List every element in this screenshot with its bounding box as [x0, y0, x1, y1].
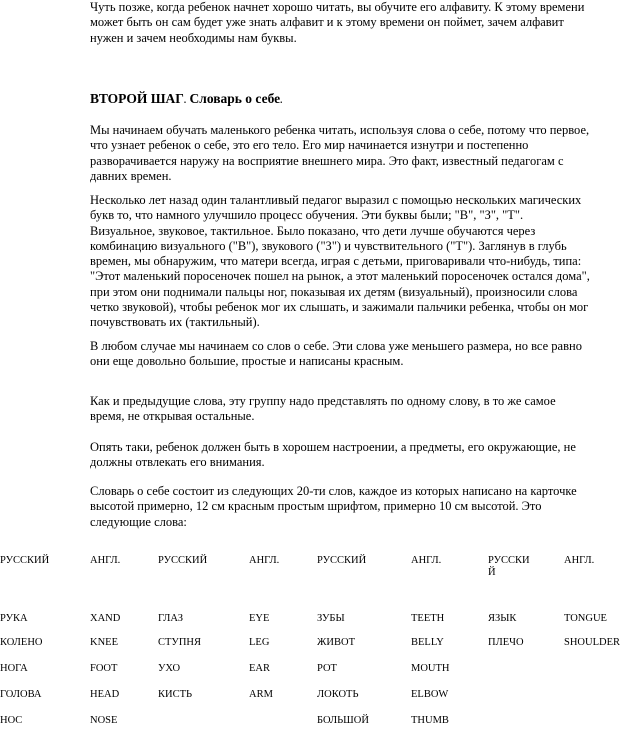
header-text-wrap: Й	[488, 567, 496, 578]
table-header-cell: РУССКИЙ	[158, 555, 208, 566]
table-cell: НОС	[0, 715, 23, 726]
table-cell	[564, 715, 620, 741]
heading-title: Словарь о себе	[189, 91, 281, 106]
table-cell	[488, 715, 564, 741]
paragraph-dictionary: Словарь о себе состоит из следующих 20-ти слов, каждое из которых написано на карточке высотой примерно, 12 см красным простым шрифтом, примерно 10 см высотой. Это следующие слова:	[90, 484, 577, 529]
table-cell: ЖИВОТ	[317, 637, 355, 648]
table-cell: BELLY	[411, 637, 444, 648]
table-cell	[249, 715, 317, 741]
table-header-cell: АНГЛ.	[249, 555, 280, 566]
table-cell: TEETH	[411, 613, 445, 624]
paragraph-one-at-a-time: Как и предыдущие слова, эту группу надо представлять по одному слову, в то же самое время, не открывая остальные.	[90, 394, 556, 424]
table-cell: NOSE	[90, 715, 118, 726]
table-cell: EAR	[249, 663, 270, 674]
table-cell: ГОЛОВА	[0, 689, 42, 700]
heading-title-dot: .	[280, 95, 283, 105]
table-cell: КОЛЕНО	[0, 637, 43, 648]
table-header-cell: РУССКИЙ	[317, 555, 367, 566]
paragraph-body-self: Мы начинаем обучать маленького ребенка читать, используя слова о себе, потому что первое, что узнает ребенок о себе, это его тело. Его мир начинается изнутри и постепенно разворачивается наружу на восприятие внешнего мира. Это факт, известный педагогам с давних времен.	[90, 123, 590, 183]
table-cell: СТУПНЯ	[158, 637, 202, 648]
table-header-cell	[488, 553, 564, 607]
table-row	[0, 715, 620, 741]
table-row	[0, 689, 620, 715]
table-cell: SHOULDER	[564, 637, 620, 648]
heading-step: ВТОРОЙ ШАГ	[90, 91, 184, 106]
table-cell: THUMB	[411, 715, 449, 726]
table-row	[0, 663, 620, 689]
table-cell: РУКА	[0, 613, 28, 624]
table-cell: ПЛЕЧО	[488, 637, 524, 648]
section-heading	[90, 91, 282, 107]
paragraph-intro: Чуть позже, когда ребенок начнет хорошо читать, вы обучите его алфавиту. К этому времени может быть он сам будет уже знать алфавит и к этому времени он поймет, зачем алфавит нужен и зачем необходимы нам буквы.	[90, 0, 585, 45]
table-header-row	[0, 553, 620, 607]
paragraph-vzt: Несколько лет назад один талантливый педагог выразил с помощью нескольких магических букв то, что намного улучшило процесс обучения. Эти буквы были; "В", "З", "Т". Визуальное, звуковое, тактильное. Было показано, что дети лучше обучаются через комбинацию визуального ("В"), звукового ("З") и чувствительного ("Т"). Заглянув в глубь времен, мы обнаружим, что матери всегда, играя с детьми, приговаривали что-нибудь, типа: "Этот маленький поросеночек пошел на рынок, а этот маленький поросеночек остался дома", при этом они поднимали пальцы ног, показывая их детям (визуальный), произносили слова четко звуковой), чтобы ребенок мог их слышать, и зажимали пальчики ребенка, чтобы он мог почувствовать их (тактильный).	[90, 193, 590, 330]
table-row	[0, 607, 620, 637]
table-cell: TONGUE	[564, 613, 607, 624]
table-cell: ЛОКОТЬ	[317, 689, 359, 700]
table-cell: НОГА	[0, 663, 28, 674]
table-cell: ГЛАЗ	[158, 613, 183, 624]
paragraph-smaller-words: В любом случае мы начинаем со слов о себе. Эти слова уже меньшего размера, но все равно они еще довольно большие, простые и написаны красным.	[90, 339, 582, 369]
table-cell: БОЛЬШОЙ	[317, 715, 369, 726]
paragraph-mood: Опять таки, ребенок должен быть в хорошем настроении, а предметы, его окружающие, не должны отвлекать его внимания.	[90, 440, 576, 470]
table-cell: УХО	[158, 663, 181, 674]
table-cell: KNEE	[90, 637, 118, 648]
table-cell: EYE	[249, 613, 270, 624]
table-cell: КИСТЬ	[158, 689, 193, 700]
table-row	[0, 637, 620, 663]
table-header-cell: АНГЛ.	[411, 555, 442, 566]
table-header-cell: АНГЛ.	[90, 555, 121, 566]
table-cell: MOUTH	[411, 663, 450, 674]
table-cell	[564, 663, 620, 689]
table-header-cell: РУССКИЙ	[0, 555, 50, 566]
table-cell: HEAD	[90, 689, 120, 700]
table-cell	[488, 689, 564, 715]
table-cell: FOOT	[90, 663, 118, 674]
table-cell: ARM	[249, 689, 273, 700]
table-cell: LEG	[249, 637, 270, 648]
table-cell	[564, 689, 620, 715]
table-cell: ELBOW	[411, 689, 449, 700]
table-cell: ЯЗЫК	[488, 613, 517, 624]
table-cell	[488, 663, 564, 689]
table-cell: ЗУБЫ	[317, 613, 345, 624]
heading-step-dot: .	[183, 95, 187, 105]
table-cell: РОТ	[317, 663, 337, 674]
header-text-part: РУССКИ	[488, 555, 530, 566]
table-cell	[158, 715, 249, 741]
table-cell: ХAND	[90, 613, 121, 624]
vocabulary-table	[0, 553, 620, 741]
table-header-cell: АНГЛ.	[564, 555, 595, 566]
